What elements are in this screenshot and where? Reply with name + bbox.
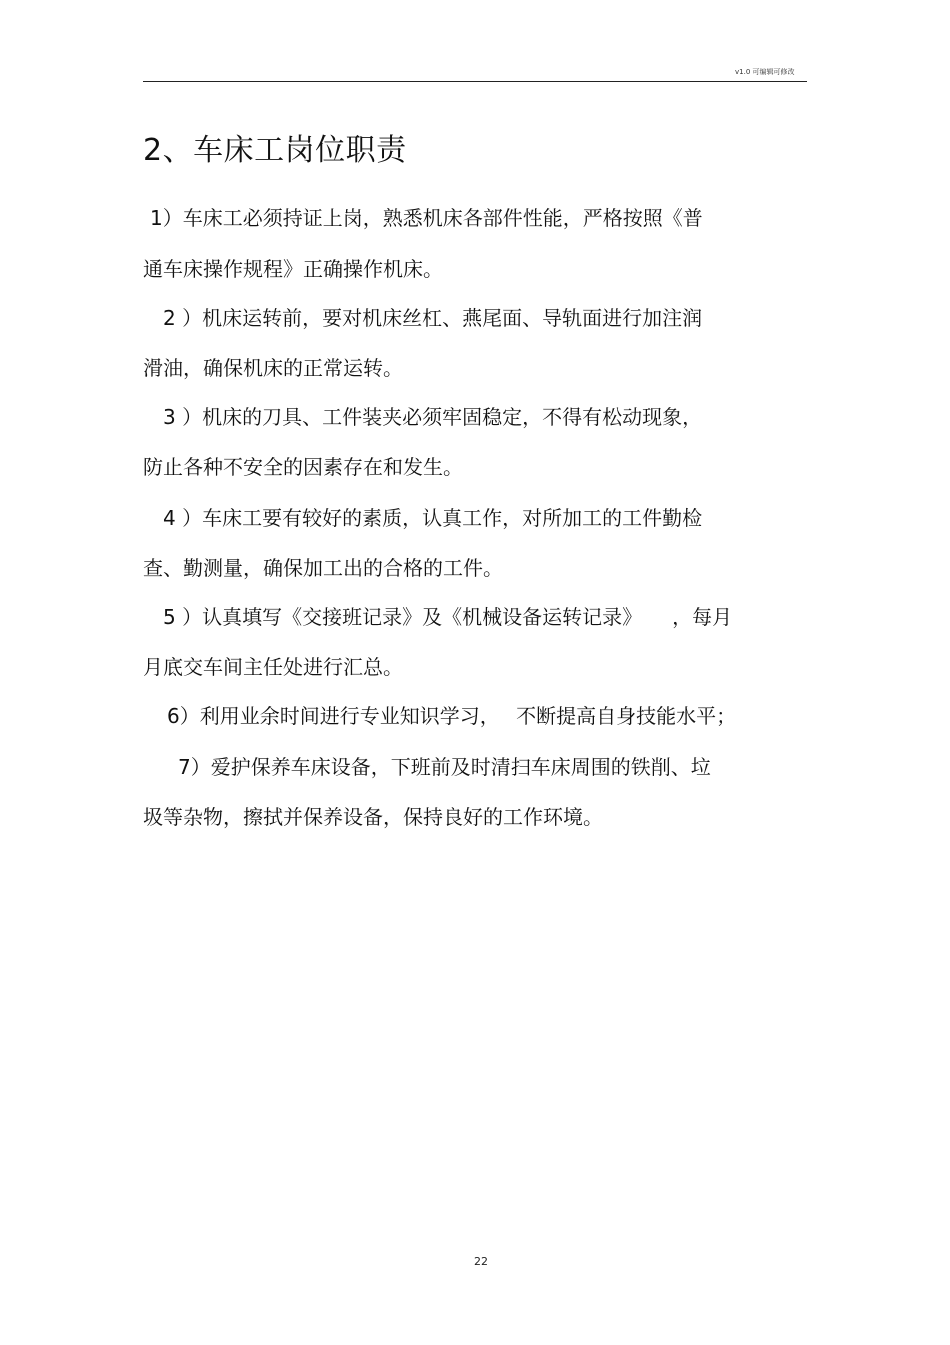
page-number: 22 bbox=[474, 1255, 488, 1268]
duty-7-line-2: 圾等杂物，擦拭并保养设备，保持良好的工作环境。 bbox=[143, 805, 603, 829]
duty-5-line-1: 5 ）认真填写《交接班记录》及《机械设备运转记录》 ，每月 bbox=[163, 605, 733, 629]
header-version-note: v1.0 可编辑可修改 bbox=[735, 68, 795, 76]
duty-4-line-2: 查、勤测量，确保加工出的合格的工件。 bbox=[143, 556, 503, 580]
duty-3-line-2: 防止各种不安全的因素存在和发生。 bbox=[143, 455, 463, 479]
duty-6-line-1: 6）利用业余时间进行专业知识学习， 不断提高自身技能水平； bbox=[167, 704, 737, 728]
duty-1-line-1: 1）车床工必须持证上岗，熟悉机床各部件性能，严格按照《普 bbox=[150, 206, 703, 230]
header-divider bbox=[143, 81, 807, 82]
section-title: 2、车床工岗位职责 bbox=[143, 133, 407, 168]
duty-7-line-1: 7）爱护保养车床设备，下班前及时清扫车床周围的铁削、垃 bbox=[178, 755, 711, 779]
duty-2-line-1: 2 ）机床运转前，要对机床丝杠、燕尾面、导轨面进行加注润 bbox=[163, 306, 703, 330]
duty-2-line-2: 滑油，确保机床的正常运转。 bbox=[143, 356, 403, 380]
duty-3-line-1: 3 ）机床的刀具、工件装夹必须牢固稳定，不得有松动现象， bbox=[163, 405, 703, 429]
duty-1-line-2: 通车床操作规程》正确操作机床。 bbox=[143, 257, 443, 281]
duty-4-line-1: 4 ）车床工要有较好的素质，认真工作，对所加工的工件勤检 bbox=[163, 506, 703, 530]
duty-5-line-2: 月底交车间主任处进行汇总。 bbox=[143, 655, 403, 679]
